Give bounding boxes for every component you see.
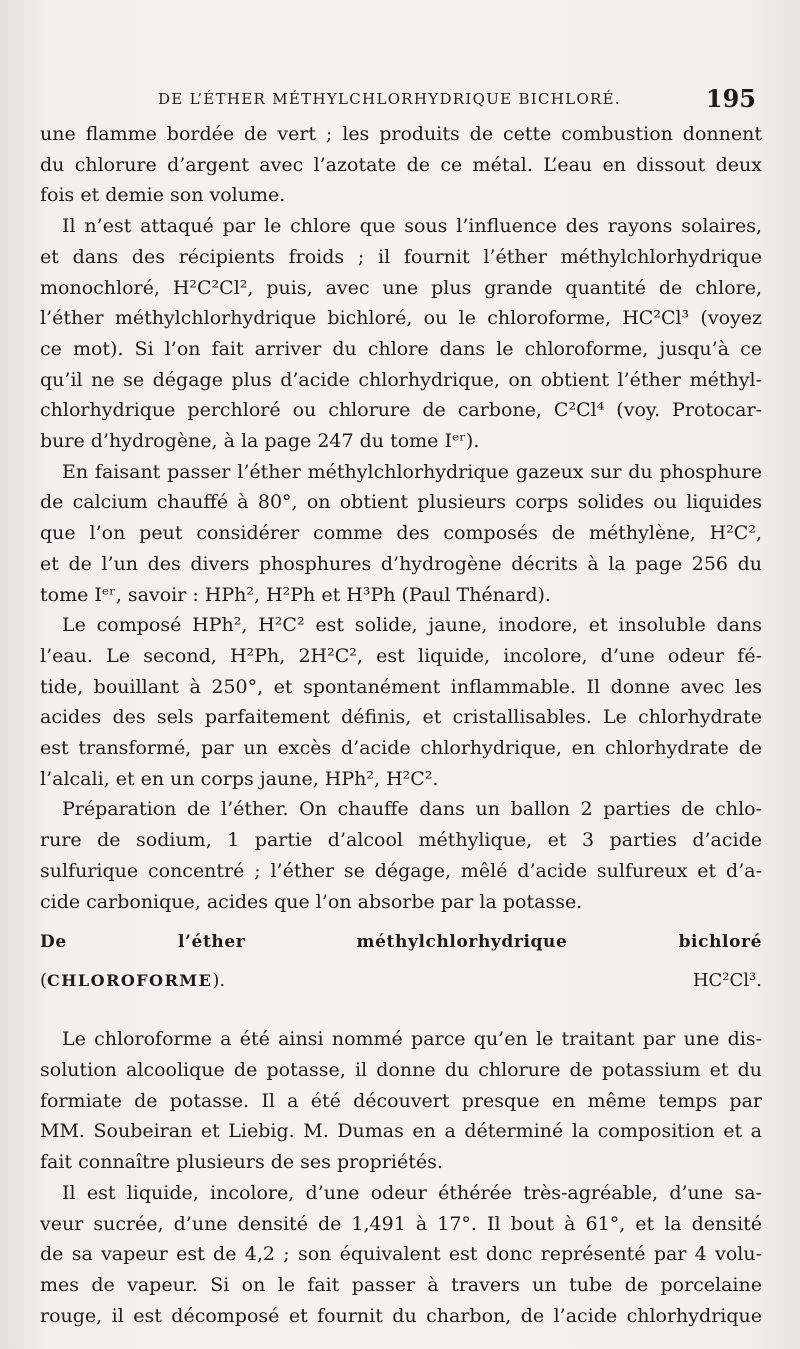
text-line: En faisant passer l’éther méthylchlorhydrique gazeux sur du phosphure <box>62 460 762 483</box>
text-line: monochloré, H²C²Cl², puis, avec une plus grande quantité de chlore, <box>40 276 762 299</box>
running-header <box>40 84 760 116</box>
text-line: est transformé, par un excès d’acide chlorhydrique, en chlorhydrate de <box>40 737 762 760</box>
text-line: une flamme bordée de vert ; les produits de cette combustion donnent <box>40 123 762 145</box>
text-line: formiate de potasse. Il a été découvert presque en même temps par <box>40 1089 762 1112</box>
paragraph-3 <box>40 457 762 611</box>
subheading-caps: CHLOROFORME <box>47 971 213 991</box>
text-line: acides des sels parfaitement définis, et cristallisables. Le chlorhydrate <box>40 706 762 729</box>
text-line: l’éther méthylchlorhydrique bichloré, ou le chloroforme, HC²Cl³ (voyez <box>40 307 762 330</box>
text-line: rure de sodium, 1 partie d’alcool méthylique, et 3 parties d’acide <box>40 829 762 852</box>
paragraph-7 <box>40 1178 762 1332</box>
page-number: 195 <box>705 84 756 113</box>
text-line: solution alcoolique de potasse, il donne du chlorure de potassium et du <box>40 1058 762 1081</box>
text-line: mes de vapeur. Si on le fait passer à travers un tube de porcelaine <box>40 1273 762 1296</box>
text-line: de sa vapeur est de 4,2 ; son équivalent est donc représenté par 4 volu- <box>40 1243 762 1266</box>
section-subheading <box>40 966 762 996</box>
text-line: Il n’est attaqué par le chlore que sous l’influence des rayons solaires, <box>62 215 762 238</box>
text-line: chlorhydrique perchloré ou chlorure de carbone, C²Cl⁴ (voy. Protocar- <box>40 399 762 422</box>
text-line: qu’il ne se dégage plus d’acide chlorhydrique, on obtient l’éther méthyl- <box>40 368 762 391</box>
text-line: Le composé HPh², H²C² est solide, jaune, inodore, et insoluble dans <box>62 614 762 637</box>
text-line: Il est liquide, incolore, d’une odeur éthérée très-agréable, d’une sa- <box>62 1181 762 1204</box>
text-line: fait connaître plusieurs de ses propriétés. <box>40 1151 443 1174</box>
text-line: fois et demie son volume. <box>40 184 286 207</box>
text-line: cide carbonique, acides que l’on absorbe par la potasse. <box>40 890 583 913</box>
subheading-formula: ). HC²Cl³. <box>212 970 762 992</box>
text-line: MM. Soubeiran et Liebig. M. Dumas en a déterminé la composition et a <box>40 1120 762 1143</box>
text-line: sulfurique concentré ; l’éther se dégage, mêlé d’acide sulfureux et d’a- <box>40 859 762 882</box>
text-line: l’alcali, et en un corps jaune, HPh², H²C². <box>40 767 439 790</box>
paragraph-5 <box>40 794 762 917</box>
text-line: de calcium chauffé à 80°, on obtient plusieurs corps solides ou liquides <box>40 491 762 514</box>
paragraph-4 <box>40 610 762 794</box>
section-heading: De l’éther méthylchlorhydrique bichloré <box>40 932 762 953</box>
body-text <box>40 119 762 1331</box>
text-line: bure d’hydrogène, à la page 247 du tome Iᵉʳ). <box>40 430 480 453</box>
text-line: Préparation de l’éther. On chauffe dans un ballon 2 parties de chlo- <box>62 798 762 821</box>
text-line: rouge, il est décomposé et fournit du charbon, de l’acide chlorhydrique <box>40 1304 762 1327</box>
paragraph-6 <box>40 1024 762 1178</box>
text-line: et dans des récipients froids ; il fournit l’éther méthylchlorhydrique <box>40 245 762 268</box>
text-line: Le chloroforme a été ainsi nommé parce qu’en le traitant par une dis- <box>62 1028 762 1051</box>
text-line: tide, bouillant à 250°, et spontanément inflammable. Il donne avec les <box>40 675 762 698</box>
text-line: du chlorure d’argent avec l’azotate de ce métal. L’eau en dissout deux <box>40 153 762 176</box>
text-line: veur sucrée, d’une densité de 1,491 à 17°. Il bout à 61°, et la densité <box>40 1212 762 1235</box>
text-line: que l’on peut considérer comme des composés de méthylène, H²C², <box>40 522 762 545</box>
text-line: tome Iᵉʳ, savoir : HPh², H²Ph et H³Ph (Paul Thénard). <box>40 583 551 606</box>
running-title: DE L’ÉTHER MÉTHYLCHLORHYDRIQUE BICHLORÉ. <box>158 90 621 108</box>
text-line: l’eau. Le second, H²Ph, 2H²C², est liquide, incolore, d’une odeur fé- <box>40 644 762 667</box>
paragraph-2 <box>40 211 762 457</box>
text-line: ce mot). Si l’on fait arriver du chlore dans le chloroforme, jusqu’à ce <box>40 337 762 360</box>
subheading-open: ( <box>40 970 48 992</box>
paragraph-1 <box>40 119 762 211</box>
text-line: et de l’un des divers phosphures d’hydrogène décrits à la page 256 du <box>40 552 762 575</box>
